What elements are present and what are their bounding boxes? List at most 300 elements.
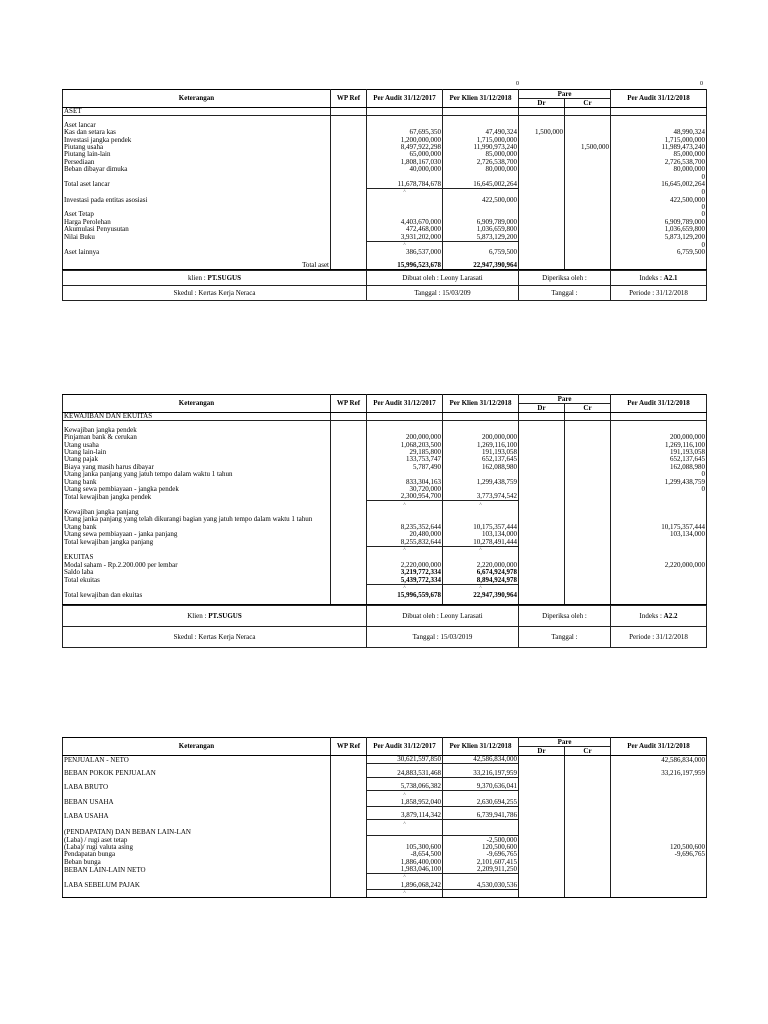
cell-wp-ref [331,538,367,546]
cell-dr [519,874,565,882]
table-row [63,158,707,165]
cell-wp-ref [331,173,367,180]
client-name: PT.SUGUS [208,612,242,621]
cell-cr [565,136,611,143]
cell-wp-ref [331,108,367,116]
cell-keterangan: Harga Perolehan [63,218,331,225]
cell-keterangan: Aset lainnya [63,249,331,256]
table-row [63,501,707,509]
cell-per-audit-2017: 11,678,784,678 [367,181,443,189]
reviewed-by: Diperiksa oleh : [519,270,611,285]
cell-keterangan: Beban bunga [63,858,331,865]
cell-per-audit-2017: 1,886,400,000 [367,858,443,865]
cell-per-klien-2018: ^ [443,501,519,509]
client-cell: klien : PT.SUGUS [63,270,367,285]
cell-per-klien-2018: 652,137,645 [443,456,519,463]
cell-per-audit-2017 [367,599,443,605]
cell-cr [565,129,611,136]
cell-dr [519,196,565,203]
cell-wp-ref [331,121,367,128]
cell-keterangan: Utang pajak [63,456,331,463]
cell-per-klien-2018: 10,278,491,444 [443,538,519,546]
cell-cr [565,561,611,568]
cell-per-audit-2018: 5,873,129,200 [611,233,707,241]
cell-per-klien-2018 [443,241,519,249]
cell-per-audit-2018 [611,576,707,584]
cell-cr [565,456,611,463]
cell-per-audit-2017: 67,695,350 [367,129,443,136]
cell-per-audit-2018: 11,989,473,240 [611,144,707,151]
cell-keterangan: LABA USAHA [63,812,331,820]
cell-per-klien-2018: 8,894,924,978 [443,576,519,584]
cell-keterangan: Kas dan setara kas [63,129,331,136]
cell-per-klien-2018: 2,209,911,250 [443,866,519,874]
cell-keterangan: Total kewajiban jangka pendek [63,493,331,501]
cell-dr [519,121,565,128]
cell-per-klien-2018: -2,500,000 [443,836,519,844]
cell-keterangan [63,241,331,249]
table-row [63,181,707,189]
cell-wp-ref [331,426,367,433]
cell-wp-ref [331,493,367,501]
cell-cr [565,874,611,882]
cell-wp-ref [331,844,367,851]
cell-per-audit-2018 [611,889,707,897]
cell-keterangan: Aset Tetap [63,211,331,218]
table-row [63,204,707,211]
cell-per-audit-2018: 103,134,000 [611,531,707,538]
cell-dr [519,889,565,897]
cell-per-klien-2018: 200,000,000 [443,434,519,441]
cell-per-audit-2018 [611,874,707,882]
cell-wp-ref [331,836,367,844]
cell-keterangan: BEBAN LAIN-LAIN NETO [63,866,331,874]
cell-per-audit-2018 [611,799,707,807]
cell-keterangan [63,584,331,592]
cell-keterangan: Pinjaman bank & cerukan [63,434,331,441]
cell-per-audit-2018: 2,220,000,000 [611,561,707,568]
col-per-klien-2018: Per Klien 31/12/2018 [443,90,519,108]
cell-per-audit-2017 [367,211,443,218]
cell-per-klien-2018: 85,000,000 [443,151,519,158]
cell-per-audit-2017 [367,554,443,561]
cell-per-klien-2018: 33,216,197,959 [443,769,519,777]
cell-dr [519,144,565,151]
cell-per-audit-2018: 0 [611,204,707,211]
cell-per-audit-2017: ^ [367,889,443,897]
table-row [63,136,707,143]
cell-wp-ref [331,434,367,441]
cell-dr [519,561,565,568]
cell-cr [565,538,611,546]
cell-wp-ref [331,218,367,225]
col-wp-ref: WP Ref [331,738,367,756]
table-row [63,413,707,421]
cell-per-audit-2017: 3,879,114,342 [367,812,443,820]
table-row [63,144,707,151]
cell-per-audit-2018: 652,137,645 [611,456,707,463]
col-cr: Cr [565,404,611,413]
cell-per-audit-2017 [367,836,443,844]
cell-cr [565,158,611,165]
cell-per-audit-2017: 2,220,000,000 [367,561,443,568]
cell-dr [519,509,565,516]
table-row [63,493,707,501]
cell-cr [565,531,611,538]
cell-per-audit-2017: ^ [367,501,443,509]
table-row [63,531,707,538]
cell-dr [519,836,565,844]
cell-per-klien-2018: 162,088,980 [443,463,519,470]
cell-cr [565,836,611,844]
cell-wp-ref [331,592,367,599]
cell-per-klien-2018: 1,269,116,100 [443,441,519,448]
cell-per-audit-2018 [611,538,707,546]
cell-per-audit-2018 [611,261,707,269]
cell-wp-ref [331,569,367,576]
cell-per-audit-2018 [611,546,707,554]
cell-keterangan: BEBAN POKOK PENJUALAN [63,769,331,777]
cell-keterangan: EKUITAS [63,554,331,561]
cell-wp-ref [331,576,367,584]
cell-per-audit-2018: 162,088,980 [611,463,707,470]
cell-per-audit-2017: ^ [367,188,443,196]
table-row [63,769,707,777]
table-row [63,889,707,897]
index-code: A2.2 [663,612,678,621]
table-row [63,426,707,433]
cell-keterangan [63,173,331,180]
col-dr: Dr [519,404,565,413]
cell-per-audit-2018: 0 [611,486,707,493]
cell-per-klien-2018 [443,486,519,493]
prepared-date: Tanggal : 15/03/2019 [367,627,519,648]
cell-per-klien-2018: 22,947,390,964 [443,261,519,269]
cell-per-audit-2017: ^ [367,584,443,592]
cell-wp-ref [331,249,367,256]
cell-per-klien-2018: 10,175,357,444 [443,523,519,530]
cell-cr [565,756,611,764]
cell-keterangan: Utang bank [63,478,331,485]
cell-per-audit-2018: 200,000,000 [611,434,707,441]
col-per-audit-2018: Per Audit 31/12/2018 [611,395,707,413]
cell-keterangan: Kewajiban jangka pendek [63,426,331,433]
cell-per-audit-2017 [367,828,443,836]
cell-keterangan: PENJUALAN - NETO [63,756,331,764]
cell-per-audit-2017: 24,883,531,468 [367,769,443,777]
cell-per-klien-2018: 22,947,390,964 [443,592,519,599]
cell-cr [565,783,611,791]
cell-wp-ref [331,874,367,882]
cell-wp-ref [331,441,367,448]
cell-per-klien-2018: 103,134,000 [443,531,519,538]
cell-cr [565,516,611,523]
table-row [63,538,707,546]
cell-keterangan: Persediaan [63,158,331,165]
cell-cr [565,166,611,173]
table-row [63,478,707,485]
cell-per-audit-2017: 20,480,000 [367,531,443,538]
cell-per-audit-2018 [611,783,707,791]
cell-per-klien-2018: 2,101,607,415 [443,858,519,865]
cell-cr [565,576,611,584]
cell-keterangan: Total kewajiban jangka panjang [63,538,331,546]
cell-per-audit-2017: 8,255,832,644 [367,538,443,546]
table-row [63,261,707,269]
cell-wp-ref [331,158,367,165]
cell-keterangan [63,791,331,799]
cell-per-audit-2018: 0 [611,188,707,196]
cell-dr [519,456,565,463]
cell-wp-ref [331,791,367,799]
cell-per-audit-2017: ^ [367,791,443,799]
cell-keterangan: Utang usaha [63,441,331,448]
cell-keterangan: Total aset [63,261,331,269]
cell-dr [519,569,565,576]
cell-keterangan: Modal saham - Rp.2.200.000 per lembar [63,561,331,568]
cell-per-audit-2017 [367,108,443,116]
cell-wp-ref [331,501,367,509]
header-zero-right: 0 [700,81,703,87]
table-row [63,844,707,851]
col-cr: Cr [565,747,611,756]
cell-per-audit-2017: 1,858,952,040 [367,799,443,807]
cell-wp-ref [331,204,367,211]
table-row [63,471,707,478]
cell-per-audit-2017: 200,000,000 [367,434,443,441]
table-row [63,226,707,233]
col-per-audit-2018: Per Audit 31/12/2018 [611,738,707,756]
cell-keterangan: Utang sewa pembiayaan - jangka pendek [63,486,331,493]
cell-per-audit-2017: 30,720,000 [367,486,443,493]
cell-per-klien-2018: ^ [443,584,519,592]
cell-keterangan: Beban dibayar dimuka [63,166,331,173]
worksheet-aset [62,89,706,301]
cell-cr [565,509,611,516]
table-row [63,108,707,116]
cell-cr [565,463,611,470]
cell-per-klien-2018 [443,108,519,116]
cell-wp-ref [331,546,367,554]
cell-per-audit-2018 [611,516,707,523]
cell-dr [519,820,565,828]
cell-wp-ref [331,196,367,203]
cell-per-audit-2018 [611,121,707,128]
cell-keterangan: Total aset lancar [63,181,331,189]
cell-per-audit-2018: 6,759,500 [611,249,707,256]
table-row [63,783,707,791]
cell-per-audit-2017: ^ [367,874,443,882]
prepared-date: Tanggal : 15/03/209 [367,285,519,300]
cell-cr [565,493,611,501]
cell-per-klien-2018 [443,121,519,128]
table-row [63,241,707,249]
cell-cr [565,851,611,858]
cell-per-audit-2017: ^ [367,241,443,249]
cell-wp-ref [331,889,367,897]
cell-keterangan: Piutang usaha [63,144,331,151]
col-wp-ref: WP Ref [331,90,367,108]
cell-per-klien-2018 [443,509,519,516]
cell-dr [519,791,565,799]
col-cr: Cr [565,99,611,108]
cell-wp-ref [331,561,367,568]
cell-per-klien-2018 [443,791,519,799]
cell-per-klien-2018: 1,036,659,800 [443,226,519,233]
col-per-audit-2018: Per Audit 31/12/2018 [611,90,707,108]
cell-dr [519,523,565,530]
table-row [63,516,707,523]
cell-per-klien-2018: 16,645,002,264 [443,181,519,189]
cell-keterangan: Utang bank [63,523,331,530]
cell-cr [565,181,611,189]
cell-per-klien-2018 [443,889,519,897]
cell-dr [519,226,565,233]
cell-per-audit-2018 [611,812,707,820]
col-pare: Pare [519,738,611,747]
cell-cr [565,501,611,509]
worksheet-footer-a22 [62,605,707,648]
cell-per-audit-2017: 472,468,000 [367,226,443,233]
cell-keterangan: Nilai Buku [63,233,331,241]
cell-cr [565,413,611,421]
table-row [63,561,707,568]
table-row [63,799,707,807]
cell-cr [565,889,611,897]
table-row [63,196,707,203]
cell-cr [565,858,611,865]
cell-dr [519,538,565,546]
cell-wp-ref [331,463,367,470]
cell-dr [519,501,565,509]
cell-dr [519,233,565,241]
cell-per-audit-2017: 8,235,352,644 [367,523,443,530]
cell-per-audit-2018 [611,858,707,865]
cell-cr [565,434,611,441]
cell-cr [565,211,611,218]
cell-per-audit-2018 [611,592,707,599]
cell-dr [519,441,565,448]
col-per-klien-2018: Per Klien 31/12/2018 [443,395,519,413]
cell-wp-ref [331,261,367,269]
cell-dr [519,426,565,433]
cell-cr [565,584,611,592]
cell-per-audit-2018 [611,828,707,836]
cell-wp-ref [331,478,367,485]
cell-keterangan [63,204,331,211]
table-header [63,738,707,756]
cell-keterangan: (Laba)/ rugi valuta asing [63,844,331,851]
reviewed-by: Diperiksa oleh : [519,606,611,627]
table-row [63,233,707,241]
cell-wp-ref [331,166,367,173]
cell-keterangan [63,874,331,882]
cell-per-audit-2017 [367,121,443,128]
table-row [63,441,707,448]
table-row [63,836,707,844]
cell-keterangan: (PENDAPATAN) DAN BEBAN LAIN-LAN [63,828,331,836]
cell-per-klien-2018 [443,516,519,523]
cell-per-audit-2018 [611,554,707,561]
cell-cr [565,554,611,561]
cell-per-audit-2017: 4,403,670,000 [367,218,443,225]
col-keterangan: Keterangan [63,90,331,108]
cell-per-audit-2017: 1,896,068,242 [367,881,443,889]
cell-per-audit-2018: 42,586,834,000 [611,756,707,764]
cell-per-audit-2018: 0 [611,241,707,249]
cell-per-klien-2018 [443,413,519,421]
cell-wp-ref [331,828,367,836]
table-row [63,129,707,136]
col-per-audit-2017: Per Audit 31/12/2017 [367,738,443,756]
cell-wp-ref [331,769,367,777]
cell-keterangan: Total kewajiban dan ekuitas [63,592,331,599]
cell-cr [565,108,611,116]
cell-per-audit-2017: 133,753,747 [367,456,443,463]
cell-cr [565,226,611,233]
cell-keterangan: Kewajiban jangka panjang [63,509,331,516]
cell-keterangan: Utang sewa pembiayaan - janka panjang [63,531,331,538]
cell-per-audit-2018: 1,715,000,000 [611,136,707,143]
table-row [63,456,707,463]
table-row [63,812,707,820]
cell-per-klien-2018: 80,000,000 [443,166,519,173]
cell-cr [565,173,611,180]
cell-wp-ref [331,584,367,592]
cell-per-audit-2017: ^ [367,546,443,554]
cell-keterangan [63,188,331,196]
cell-per-audit-2017: 105,300,600 [367,844,443,851]
cell-wp-ref [331,756,367,764]
cell-wp-ref [331,241,367,249]
cell-keterangan: Pendapatan bunga [63,851,331,858]
cell-cr [565,866,611,874]
cell-dr [519,812,565,820]
cell-per-audit-2018 [611,881,707,889]
cell-per-audit-2017 [367,516,443,523]
cell-per-audit-2017: 8,497,922,298 [367,144,443,151]
cell-cr [565,599,611,605]
cell-keterangan: ASET [63,108,331,116]
table-row [63,874,707,882]
worksheet-table-kewajiban [62,394,707,605]
cell-per-audit-2017 [367,204,443,211]
index-cell: Indeks : A2.1 [611,270,707,285]
cell-per-audit-2017: 1,200,000,000 [367,136,443,143]
cell-dr [519,866,565,874]
cell-cr [565,812,611,820]
cell-wp-ref [331,599,367,605]
cell-per-audit-2018 [611,426,707,433]
cell-per-audit-2018 [611,866,707,874]
table-row [63,569,707,576]
cell-cr [565,478,611,485]
cell-cr [565,828,611,836]
cell-per-audit-2018 [611,501,707,509]
cell-per-klien-2018: 6,909,789,000 [443,218,519,225]
cell-per-audit-2017: 30,621,597,850 [367,756,443,764]
cell-cr [565,121,611,128]
reviewed-date: Tanggal : [519,285,611,300]
col-pare: Pare [519,395,611,404]
cell-per-klien-2018: 3,773,974,542 [443,493,519,501]
cell-keterangan [63,501,331,509]
client-name: PT.SUGUS [207,273,241,282]
cell-per-audit-2017: 3,219,772,334 [367,569,443,576]
cell-per-audit-2017 [367,173,443,180]
cell-per-audit-2017 [367,471,443,478]
cell-per-klien-2018: 6,739,941,786 [443,812,519,820]
